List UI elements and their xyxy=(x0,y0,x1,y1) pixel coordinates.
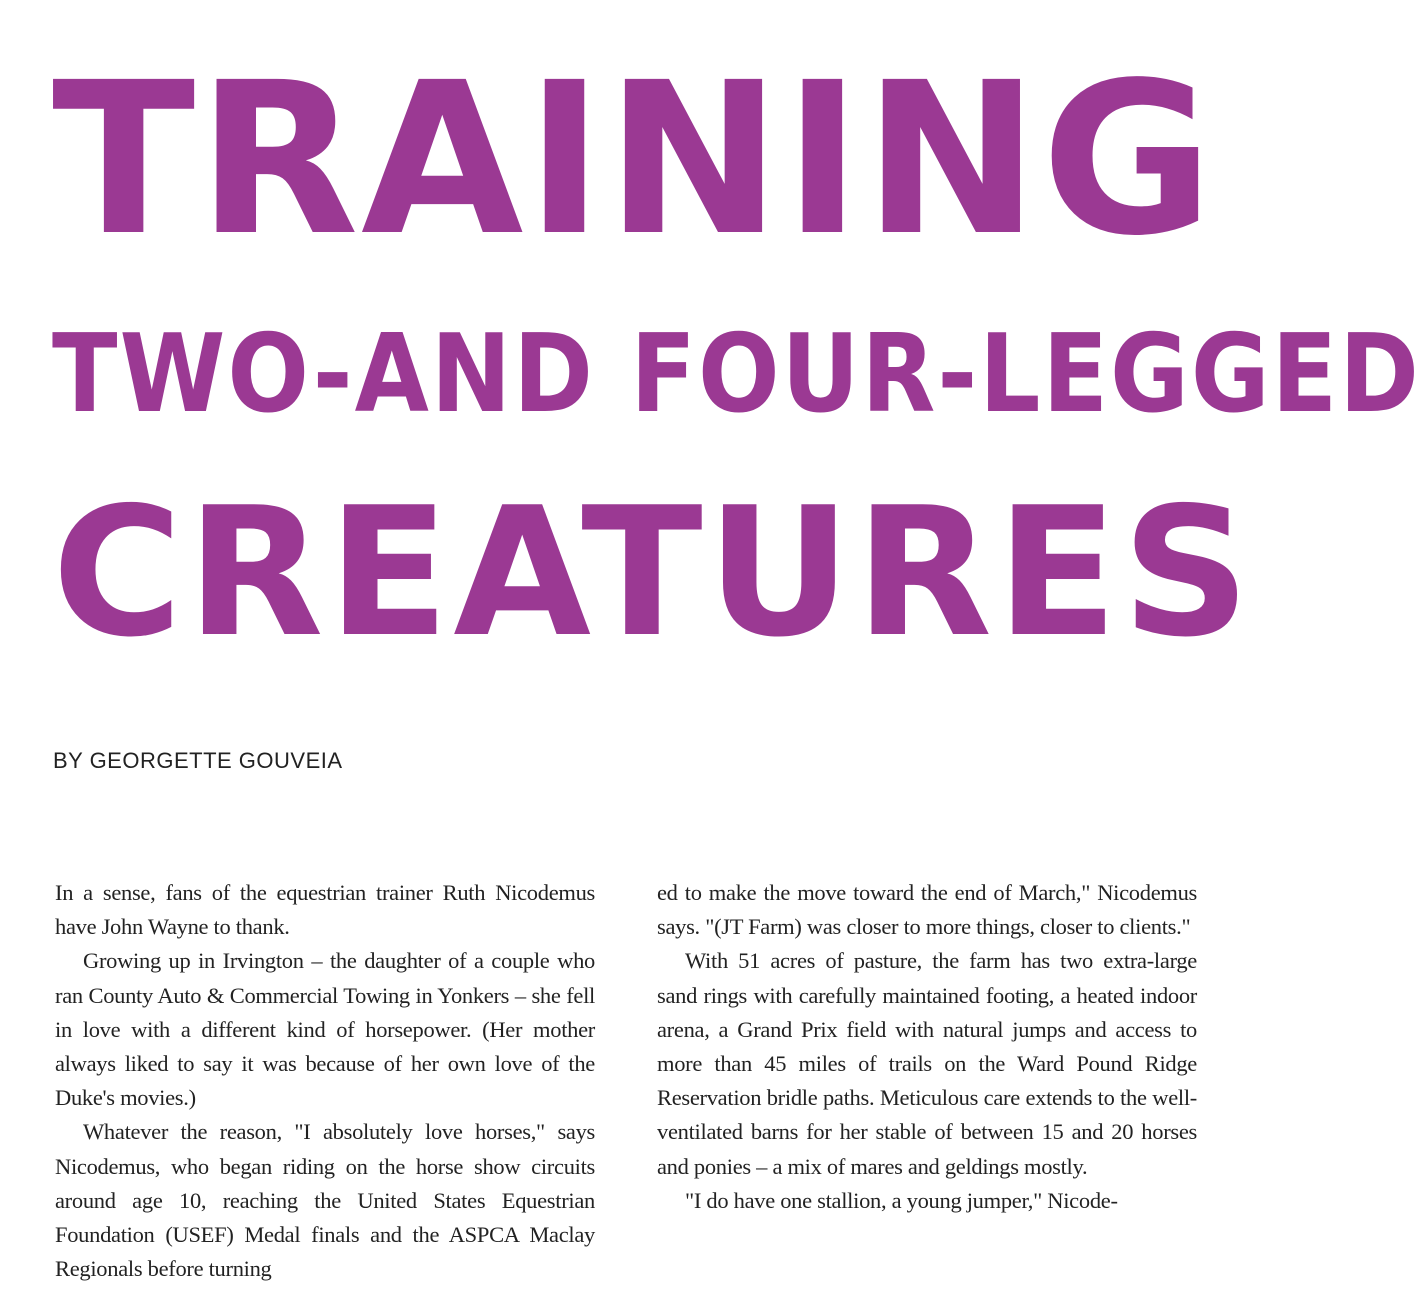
headline-line-3: CREATURES xyxy=(52,469,1255,676)
article-column-right xyxy=(657,876,1197,1218)
headline-line-1: TRAINING xyxy=(52,37,1216,282)
article-paragraph: ed to make the move toward the end of March," Nicodemus says. "(JT Farm) was closer to more things, closer to clients." xyxy=(657,880,1197,940)
article-column-left xyxy=(55,876,595,1286)
article-paragraph: With 51 acres of pasture, the farm has two extra-large sand rings with carefully maintained footing, a heated indoor arena, a Grand Prix field with natural jumps and access to more than 45 miles of trails on the Ward Pound Ridge Reservation bridle paths. Meticulous care extends to the well-ventilated barns for her stable of between 15 and 20 horses and ponies – a mix of mares and geldings mostly. xyxy=(657,948,1197,1179)
article-paragraph: In a sense, fans of the equestrian trainer Ruth Nicodemus have John Wayne to thank. xyxy=(55,880,595,940)
article-paragraph: Whatever the reason, "I absolutely love horses," says Nicodemus, who began riding on the horse show circuits around age 10, reaching the United States Equestrian Foundation (USEF) Medal finals and the ASPCA Maclay Regionals before turning xyxy=(55,1119,595,1282)
article-paragraph: "I do have one stallion, a young jumper," Nicode- xyxy=(685,1187,1118,1213)
byline: BY GEORGETTE GOUVEIA xyxy=(53,748,343,773)
headline-line-2: TWO-AND FOUR-LEGGED xyxy=(52,311,1421,437)
article-paragraph: Growing up in Irvington – the daughter of a couple who ran County Auto & Commercial Towing in Yonkers – she fell in love with a different kind of horsepower. (Her mother always liked to say it was because of her own love of the Duke's movies.) xyxy=(55,948,595,1111)
